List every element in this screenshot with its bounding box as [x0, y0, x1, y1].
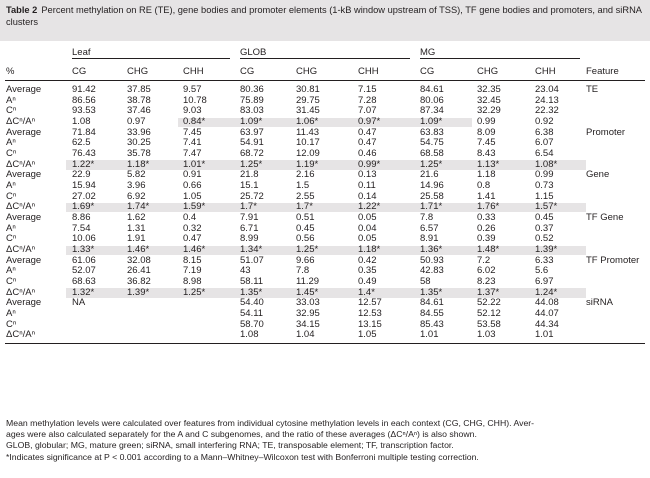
cell-mg-cg: 6.57 [420, 222, 439, 234]
row-label: Cⁿ [6, 105, 17, 117]
cell-mg-chh: 1.15 [535, 190, 554, 202]
cell-leaf-chh: 7.41 [183, 137, 202, 149]
cell-mg-cg: 84.61 [420, 84, 444, 95]
cell-leaf-chg: 5.82 [127, 169, 146, 181]
row-label: ΔCⁿ/Aⁿ [6, 329, 36, 341]
row-label: Cⁿ [6, 318, 17, 330]
cell-leaf-chg: 26.41 [127, 265, 151, 277]
cell-glob-chg: 31.45 [296, 105, 320, 117]
cell-mg-chg: 52.22 [477, 297, 501, 309]
col-leaf-chh: CHH [183, 66, 204, 77]
table-bottom-rule [5, 343, 645, 344]
cell-mg-cg: 1.25* [420, 158, 443, 170]
cell-mg-chh: 1.24* [535, 286, 558, 298]
column-header-row [0, 64, 650, 78]
cell-glob-chh: 1.4* [358, 286, 375, 298]
cell-glob-chh: 0.04 [358, 222, 377, 234]
cell-mg-cg: 85.43 [420, 318, 444, 330]
cell-glob-chg: 1.04 [296, 329, 315, 341]
cell-leaf-cg: 8.86 [72, 212, 91, 224]
footnote-1: Mean methylation levels were calculated over features from individual cytosine methylation levels in each context (CG, CHG, CHH). Aver- [6, 418, 535, 428]
cell-glob-chg: 1.25* [296, 244, 319, 256]
cell-glob-cg: 80.36 [240, 84, 264, 95]
cell-leaf-cg: 52.07 [72, 265, 96, 277]
cell-glob-chg: 33.03 [296, 297, 320, 309]
cell-glob-chh: 7.28 [358, 94, 377, 106]
row-label: ΔCⁿ/Aⁿ [6, 158, 36, 170]
cell-leaf-cg: 1.33* [72, 244, 95, 256]
row-label: Aⁿ [6, 180, 16, 192]
table-row [0, 330, 650, 341]
col-unit: % [6, 66, 15, 77]
cell-glob-cg: 58.11 [240, 276, 264, 288]
cell-leaf-chh: 7.19 [183, 265, 202, 277]
cell-leaf-cg: 10.06 [72, 233, 96, 245]
cell-mg-chh: 5.6 [535, 265, 549, 277]
cell-mg-chg: 1.41 [477, 190, 496, 202]
cell-leaf-cg: 7.54 [72, 222, 91, 234]
cell-glob-cg: 7.91 [240, 212, 259, 224]
cell-mg-chg: 53.58 [477, 318, 501, 330]
cell-glob-cg: 8.99 [240, 233, 259, 245]
table-body [0, 85, 650, 341]
cell-mg-cg: 50.93 [420, 254, 444, 266]
cell-leaf-chh: 1.46* [183, 244, 206, 256]
cell-mg-cg: 84.61 [420, 297, 444, 309]
cell-leaf-chg: 1.74* [127, 201, 150, 213]
row-label: Average [6, 212, 42, 224]
cell-mg-chg: 0.8 [477, 180, 491, 192]
row-label: Cⁿ [6, 190, 17, 202]
cell-mg-chh: 0.45 [535, 212, 554, 224]
cell-glob-cg: 1.09* [240, 116, 263, 128]
row-label: Average [6, 297, 42, 309]
cell-leaf-cg: 1.32* [72, 286, 95, 298]
cell-glob-cg: 83.03 [240, 105, 264, 117]
col-leaf-cg: CG [72, 66, 87, 77]
cell-mg-cg: 8.91 [420, 233, 439, 245]
cell-mg-cg: 1.71* [420, 201, 443, 213]
cell-glob-cg: 1.25* [240, 158, 263, 170]
cell-leaf-chh: 1.59* [183, 201, 206, 213]
cell-mg-chg: 0.39 [477, 233, 496, 245]
cell-leaf-cg: 1.08 [72, 116, 91, 128]
cell-mg-chh: 0.52 [535, 233, 554, 245]
cell-leaf-chh: 1.01* [183, 158, 206, 170]
cell-glob-chg: 32.95 [296, 308, 320, 320]
cell-mg-chg: 32.29 [477, 105, 501, 117]
cell-mg-cg: 54.75 [420, 137, 444, 149]
cell-glob-chh: 0.05 [358, 212, 377, 224]
cell-glob-cg: 1.35* [240, 286, 263, 298]
cell-leaf-cg: 86.56 [72, 94, 96, 106]
row-label: Aⁿ [6, 94, 16, 106]
cell-glob-chg: 1.45* [296, 286, 319, 298]
cell-mg-chh: 6.54 [535, 148, 554, 160]
cell-leaf-chh: 9.03 [183, 105, 202, 117]
cell-mg-chh: 1.08* [535, 158, 558, 170]
footnote-3: GLOB, globular; MG, mature green; siRNA, small interfering RNA; TE, transposable element; TF, transcription factor. [6, 440, 454, 451]
cell-mg-chg: 1.03 [477, 329, 496, 341]
row-label: Average [6, 169, 42, 181]
cell-glob-cg: 43 [240, 265, 251, 277]
row-label: Cⁿ [6, 148, 17, 160]
cell-mg-chg: 52.12 [477, 308, 501, 320]
row-label: ΔCⁿ/Aⁿ [6, 116, 36, 128]
cell-mg-cg: 84.55 [420, 308, 444, 320]
group-header [0, 43, 650, 60]
cell-mg-chg: 1.48* [477, 244, 500, 256]
cell-glob-chh: 7.15 [358, 84, 377, 95]
cell-glob-cg: 54.40 [240, 297, 264, 309]
cell-glob-cg: 63.97 [240, 126, 264, 138]
cell-glob-chh: 0.47 [358, 137, 377, 149]
cell-glob-cg: 1.34* [240, 244, 263, 256]
cell-glob-chg: 1.5 [296, 180, 310, 192]
cell-leaf-chh: 10.78 [183, 94, 207, 106]
group-leaf: Leaf [72, 47, 91, 58]
feature-label: Gene [586, 169, 610, 181]
cell-glob-chh: 1.22* [358, 201, 381, 213]
cell-mg-chg: 1.37* [477, 286, 500, 298]
cell-leaf-chg: 33.96 [127, 126, 151, 138]
cell-leaf-cg: 76.43 [72, 148, 96, 160]
cell-mg-chh: 22.32 [535, 105, 559, 117]
cell-leaf-chg: 38.78 [127, 94, 151, 106]
cell-leaf-cg: 91.42 [72, 84, 96, 95]
cell-mg-chg: 1.76* [477, 201, 500, 213]
cell-leaf-chh: 7.47 [183, 148, 202, 160]
cell-mg-cg: 25.58 [420, 190, 444, 202]
cell-leaf-cg: NA [72, 297, 86, 309]
cell-glob-chg: 1.06* [296, 116, 319, 128]
cell-leaf-cg: 15.94 [72, 180, 96, 192]
feature-label: TF Gene [586, 212, 624, 224]
feature-label: Promoter [586, 126, 626, 138]
col-mg-cg: CG [420, 66, 435, 77]
cell-glob-chh: 13.15 [358, 318, 382, 330]
cell-mg-cg: 1.36* [420, 244, 443, 256]
cell-leaf-chg: 1.31 [127, 222, 146, 234]
cell-mg-chh: 1.39* [535, 244, 558, 256]
cell-glob-chh: 0.13 [358, 169, 377, 181]
cell-leaf-chg: 35.78 [127, 148, 151, 160]
cell-mg-chg: 7.45 [477, 137, 496, 149]
cell-mg-cg: 42.83 [420, 265, 444, 277]
col-glob-chg: CHG [296, 66, 318, 77]
cell-mg-chg: 0.26 [477, 222, 496, 234]
cell-glob-cg: 1.7* [240, 201, 257, 213]
cell-mg-chh: 1.57* [535, 201, 558, 213]
cell-mg-cg: 7.8 [420, 212, 434, 224]
cell-glob-chh: 0.35 [358, 265, 377, 277]
col-glob-chh: CHH [358, 66, 379, 77]
cell-mg-chh: 24.13 [535, 94, 559, 106]
caption-text: Percent methylation on RE (TE), gene bodies and promoter elements (1-kB window upstream of TSS), TF gene bodies and promoters, and siRNA clusters [6, 5, 642, 27]
cell-glob-chh: 12.57 [358, 297, 382, 309]
cell-mg-cg: 1.01 [420, 329, 439, 341]
cell-leaf-cg: 62.5 [72, 137, 91, 149]
cell-glob-chh: 0.46 [358, 148, 377, 160]
cell-glob-cg: 25.72 [240, 190, 264, 202]
cell-glob-cg: 58.70 [240, 318, 264, 330]
cell-glob-cg: 68.72 [240, 148, 264, 160]
cell-glob-chg: 0.45 [296, 222, 315, 234]
cell-leaf-chh: 0.91 [183, 169, 202, 181]
cell-leaf-chh: 1.05 [183, 190, 202, 202]
cell-glob-chg: 9.66 [296, 254, 315, 266]
cell-glob-chg: 0.56 [296, 233, 315, 245]
cell-glob-chg: 2.55 [296, 190, 315, 202]
cell-mg-cg: 87.34 [420, 105, 444, 117]
cell-glob-cg: 54.91 [240, 137, 264, 149]
cell-leaf-cg: 68.63 [72, 276, 96, 288]
cell-leaf-cg: 61.06 [72, 254, 96, 266]
cell-mg-chg: 1.13* [477, 158, 500, 170]
cell-glob-chg: 2.16 [296, 169, 315, 181]
cell-leaf-chg: 0.97 [127, 116, 146, 128]
row-label: ΔCⁿ/Aⁿ [6, 201, 36, 213]
cell-mg-chh: 6.38 [535, 126, 554, 138]
cell-leaf-chh: 8.98 [183, 276, 202, 288]
cell-glob-chg: 1.19* [296, 158, 319, 170]
cell-glob-chh: 0.99* [358, 158, 381, 170]
cell-leaf-chh: 7.45 [183, 126, 202, 138]
cell-mg-chg: 8.43 [477, 148, 496, 160]
cell-leaf-chh: 0.47 [183, 233, 202, 245]
cell-mg-cg: 1.35* [420, 286, 443, 298]
cell-glob-chg: 1.7* [296, 201, 313, 213]
row-label: Average [6, 84, 42, 95]
cell-glob-chh: 0.14 [358, 190, 377, 202]
cell-glob-cg: 6.71 [240, 222, 259, 234]
row-label: Aⁿ [6, 222, 16, 234]
cell-leaf-chg: 37.85 [127, 84, 151, 95]
cell-mg-chh: 6.07 [535, 137, 554, 149]
cell-glob-chh: 0.49 [358, 276, 377, 288]
group-mg-rule [420, 58, 580, 59]
cell-glob-cg: 21.8 [240, 169, 259, 181]
group-glob: GLOB [240, 47, 267, 58]
cell-glob-chh: 0.05 [358, 233, 377, 245]
cell-leaf-cg: 1.22* [72, 158, 95, 170]
cell-mg-chh: 44.07 [535, 308, 559, 320]
cell-mg-chg: 32.45 [477, 94, 501, 106]
cell-leaf-chg: 6.92 [127, 190, 146, 202]
cell-mg-cg: 14.96 [420, 180, 444, 192]
cell-glob-chh: 0.47 [358, 126, 377, 138]
row-label: ΔCⁿ/Aⁿ [6, 244, 36, 256]
cell-mg-chg: 0.99 [477, 116, 496, 128]
col-glob-cg: CG [240, 66, 255, 77]
row-label: Aⁿ [6, 265, 16, 277]
cell-mg-chg: 8.23 [477, 276, 496, 288]
col-leaf-chg: CHG [127, 66, 149, 77]
table-caption [6, 5, 644, 28]
row-label: Cⁿ [6, 276, 17, 288]
cell-glob-cg: 15.1 [240, 180, 259, 192]
cell-leaf-chg: 3.96 [127, 180, 146, 192]
cell-mg-chh: 0.92 [535, 116, 554, 128]
cell-leaf-cg: 71.84 [72, 126, 96, 138]
cell-glob-cg: 1.08 [240, 329, 259, 341]
feature-label: TE [586, 84, 599, 95]
col-mg-chg: CHG [477, 66, 499, 77]
cell-mg-chg: 7.2 [477, 254, 491, 266]
cell-glob-chg: 34.15 [296, 318, 320, 330]
cell-glob-chg: 30.81 [296, 84, 320, 95]
cell-glob-cg: 54.11 [240, 308, 264, 320]
footnote-2: ages were also calculated separately for the A and C subgenomes, and the ratio of these averages (ΔCⁿ/Aⁿ) is also shown. [6, 429, 477, 440]
cell-mg-cg: 1.09* [420, 116, 443, 128]
cell-mg-cg: 58 [420, 276, 431, 288]
group-glob-rule [240, 58, 410, 59]
cell-mg-chh: 0.73 [535, 180, 554, 192]
cell-leaf-chg: 37.46 [127, 105, 151, 117]
col-mg-chh: CHH [535, 66, 556, 77]
row-label: Average [6, 254, 42, 266]
cell-mg-cg: 68.58 [420, 148, 444, 160]
cell-mg-cg: 80.06 [420, 94, 444, 106]
cell-leaf-chh: 0.32 [183, 222, 202, 234]
feature-label: TF Promoter [586, 254, 640, 266]
cell-leaf-chh: 9.57 [183, 84, 202, 95]
cell-leaf-cg: 93.53 [72, 105, 96, 117]
group-leaf-rule [72, 58, 230, 59]
group-mg: MG [420, 47, 436, 58]
cell-mg-chh: 6.97 [535, 276, 554, 288]
cell-mg-cg: 63.83 [420, 126, 444, 138]
cell-glob-chg: 11.29 [296, 276, 320, 288]
cell-glob-chh: 0.97* [358, 116, 381, 128]
cell-mg-cg: 21.6 [420, 169, 439, 181]
row-label: ΔCⁿ/Aⁿ [6, 286, 36, 298]
footnotes [6, 418, 646, 463]
row-label: Cⁿ [6, 233, 17, 245]
cell-glob-chh: 12.53 [358, 308, 382, 320]
cell-mg-chg: 1.18 [477, 169, 496, 181]
header-rule [5, 80, 645, 81]
cell-glob-chh: 0.42 [358, 254, 377, 266]
cell-leaf-chg: 1.18* [127, 158, 150, 170]
cell-leaf-chg: 36.82 [127, 276, 151, 288]
cell-leaf-chh: 8.15 [183, 254, 202, 266]
table-row [0, 256, 650, 267]
cell-glob-chg: 11.43 [296, 126, 320, 138]
cell-glob-chg: 12.09 [296, 148, 320, 160]
cell-mg-chh: 6.33 [535, 254, 554, 266]
cell-glob-cg: 51.07 [240, 254, 264, 266]
cell-glob-chg: 7.8 [296, 265, 310, 277]
cell-glob-cg: 75.89 [240, 94, 264, 106]
cell-mg-chg: 0.33 [477, 212, 496, 224]
footnote-4: *Indicates significance at P < 0.001 according to a Mann–Whitney–Wilcoxon test with Bonferroni multiple testing correction. [6, 451, 479, 462]
cell-leaf-chg: 1.62 [127, 212, 146, 224]
cell-glob-chh: 1.05 [358, 329, 377, 341]
table-label: Table 2 [6, 5, 38, 15]
cell-leaf-chg: 1.91 [127, 233, 146, 245]
cell-glob-chh: 7.07 [358, 105, 377, 117]
cell-mg-chg: 8.09 [477, 126, 496, 138]
cell-glob-chg: 0.51 [296, 212, 315, 224]
cell-mg-chg: 32.35 [477, 84, 501, 95]
cell-leaf-cg: 1.69* [72, 201, 95, 213]
cell-mg-chh: 1.01 [535, 329, 554, 341]
feature-label: siRNA [586, 297, 613, 309]
cell-leaf-cg: 22.9 [72, 169, 91, 181]
cell-leaf-chg: 32.08 [127, 254, 151, 266]
cell-glob-chg: 10.17 [296, 137, 320, 149]
row-label: Aⁿ [6, 308, 16, 320]
cell-glob-chg: 29.75 [296, 94, 320, 106]
cell-leaf-chg: 1.39* [127, 286, 150, 298]
cell-glob-chh: 1.18* [358, 244, 381, 256]
cell-mg-chh: 23.04 [535, 84, 559, 95]
cell-leaf-chh: 0.66 [183, 180, 202, 192]
cell-mg-chh: 0.99 [535, 169, 554, 181]
cell-mg-chg: 6.02 [477, 265, 496, 277]
cell-mg-chh: 44.34 [535, 318, 559, 330]
cell-leaf-chg: 30.25 [127, 137, 151, 149]
col-feature: Feature [586, 66, 619, 77]
row-label: Aⁿ [6, 137, 16, 149]
cell-leaf-chh: 0.4 [183, 212, 197, 224]
cell-leaf-chg: 1.46* [127, 244, 150, 256]
cell-mg-chh: 0.37 [535, 222, 554, 234]
cell-leaf-chh: 1.25* [183, 286, 206, 298]
cell-leaf-chh: 0.84* [183, 116, 206, 128]
cell-mg-chh: 44.08 [535, 297, 559, 309]
cell-glob-chh: 0.11 [358, 180, 376, 192]
cell-leaf-cg: 27.02 [72, 190, 96, 202]
row-label: Average [6, 126, 42, 138]
